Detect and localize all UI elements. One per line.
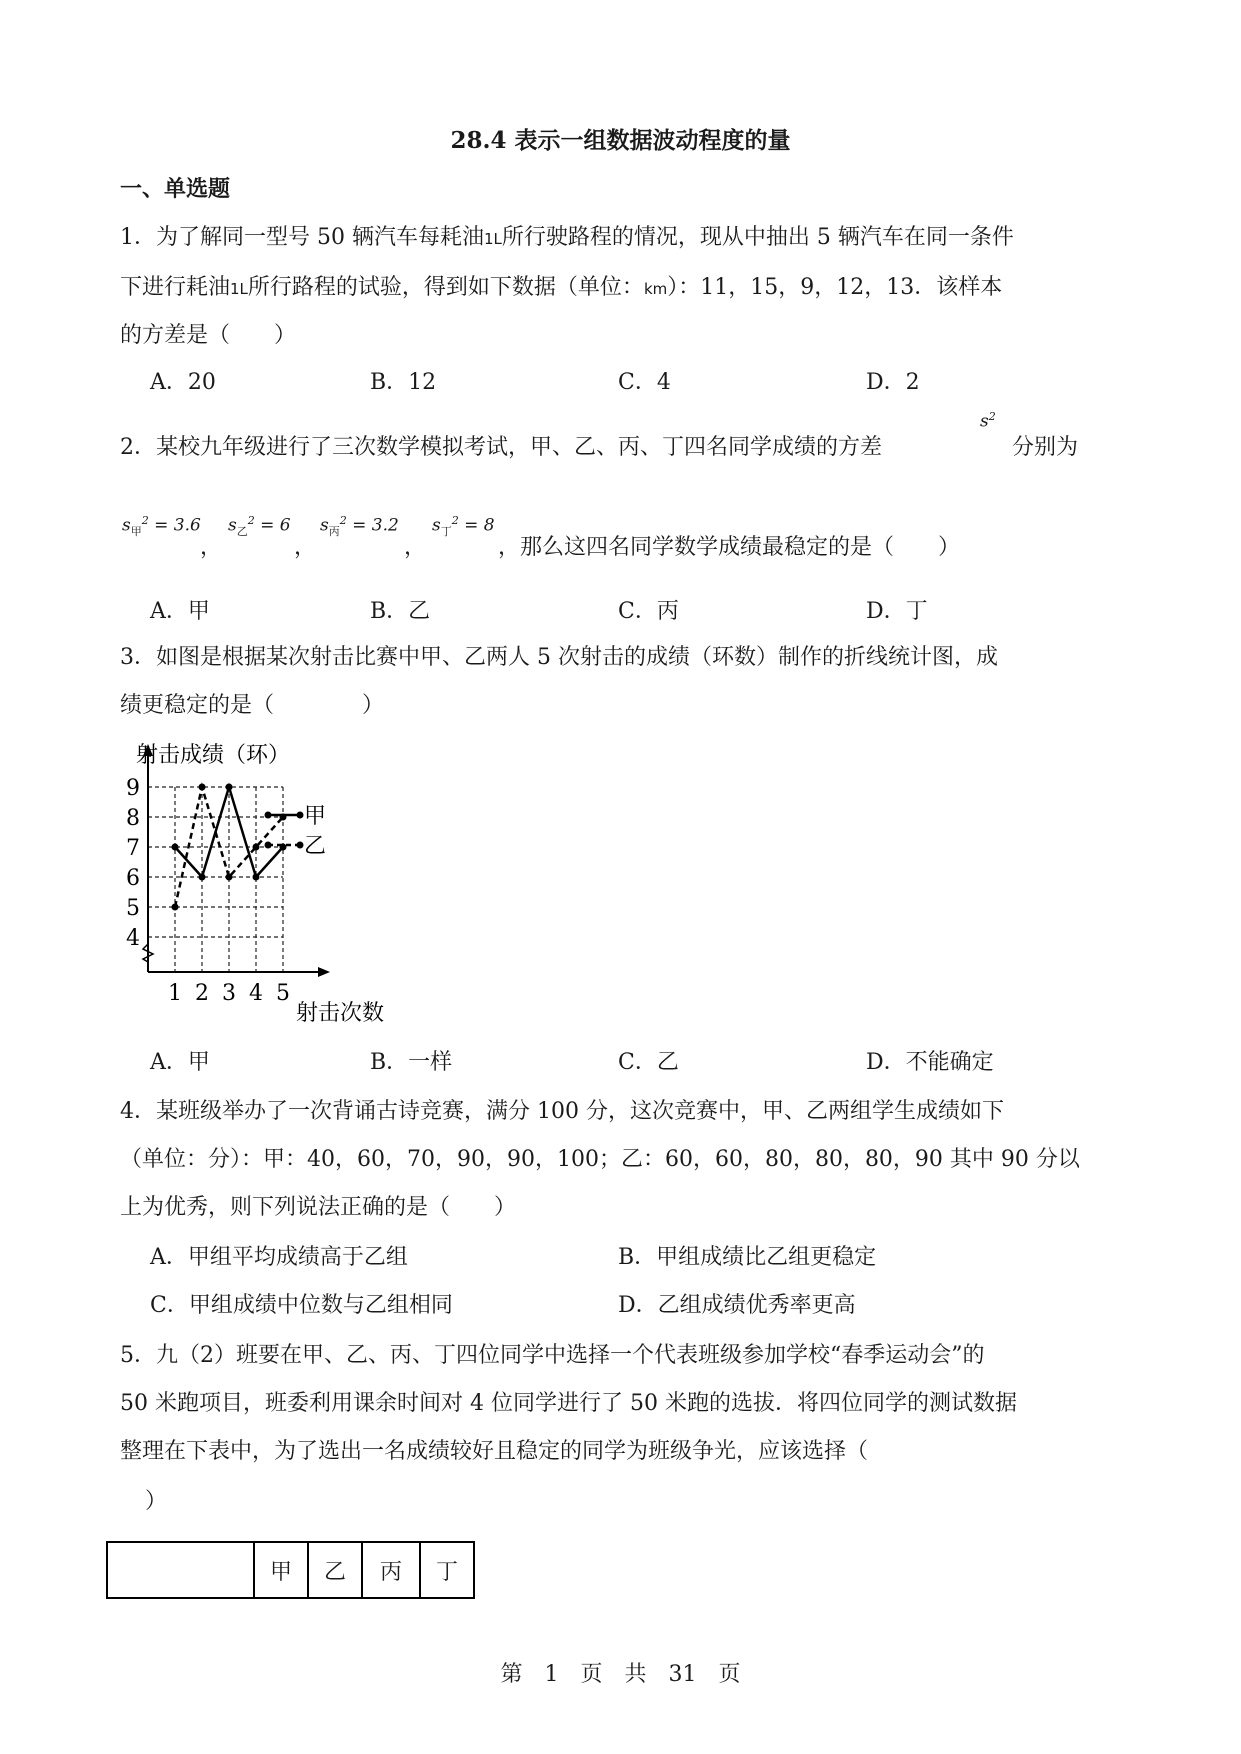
line-chart [118,742,408,1032]
q4-line-2: （单位：分）：甲：40，60，70，90，90，100；乙：60，60，80，80，80，90 其中 90 分以 [120,1147,1080,1172]
q2-comma-2: ， [294,535,317,560]
q2-var-value-yi: = 6 [260,515,291,536]
q5-line-2: 50 米跑项目，班委利用课余时间对 4 位同学进行了 50 米跑的选拔．将四位同学的测试数据 [120,1391,1017,1416]
q5-table [106,1541,475,1599]
q2-var-sub-jia: 甲 [130,525,142,539]
q5-line-1: 5．九（2）班要在甲、乙、丙、丁四位同学中选择一个代表班级参加学校“春季运动会”的 [120,1343,985,1368]
data-point [253,844,260,851]
q2-option-a: A．甲 [150,599,210,624]
q2-var-value-ding: = 8 [464,515,495,536]
y-tick-label: 6 [126,866,140,891]
table-header-cell: 甲 [254,1542,308,1598]
q2-var-sub-ding: 丁 [440,525,452,539]
x-axis-label: 射击次数 [296,1001,385,1026]
x-tick-label: 3 [222,981,236,1006]
chart-grid [148,787,283,972]
q2-comma-3: ， [404,535,427,560]
q2-text-1: 2．某校九年级进行了三次数学模拟考试，甲、乙、丙、丁四名同学成绩的方差 [120,435,882,460]
legend-point [297,842,304,849]
q2-var-sub-bing: 丙 [328,525,340,539]
data-point [226,784,233,791]
y-axis-label: 射击成绩（环） [136,743,291,768]
x-tick-label: 1 [168,981,182,1006]
x-tick-label: 5 [276,981,290,1006]
table-row [107,1542,474,1598]
q1-text-2b: 所行路程的试验，得到如下数据（单位： [247,275,644,300]
q1-option-b: B．12 [370,370,437,395]
q2-s-symbol: s [980,411,989,432]
table-header-cell: 丙 [362,1542,420,1598]
q2-var-s-3: s [320,515,329,536]
legend-point [265,812,272,819]
chart-legend [265,804,327,859]
q2-option-c: C．丙 [618,599,679,624]
q3-option-a: A．甲 [150,1050,210,1075]
q2-var-sup-ding: 2 [451,514,459,527]
q2-var-sup-yi: 2 [247,514,255,527]
q2-line-2: ，那么这四名同学数学成绩最稳定的是（ ） [498,535,961,560]
q1-unit-l: 1L [483,230,502,248]
q2-var-bing [320,514,399,539]
data-point [172,904,179,911]
y-tick-label: 4 [126,926,140,951]
q3-line-1: 3．如图是根据某次射击比赛中甲、乙两人 5 次射击的成绩（环数）制作的折线统计图，成 [120,645,998,670]
q2-var-jia [122,514,201,539]
data-point [199,784,206,791]
q2-var-sub-yi: 乙 [236,525,248,539]
data-point [253,874,260,881]
q2-var-s: s [122,515,131,536]
q4-option-b: B．甲组成绩比乙组更稳定 [618,1245,877,1270]
legend-label-1: 甲 [304,804,327,829]
q1-text-2a: 下进行耗油 [120,275,231,300]
q3-option-c: C．乙 [618,1050,679,1075]
q2-option-b: B．乙 [370,599,431,624]
q2-var-value-bing: = 3.2 [352,515,399,536]
q2-option-d: D．丁 [866,599,928,624]
q1-unit-l-2: 1L [230,280,248,298]
q4-line-3: 上为优秀，则下列说法正确的是（ ） [120,1195,517,1220]
y-tick-label: 5 [126,896,140,921]
q1-option-c: C．4 [618,370,671,395]
q3-option-d: D．不能确定 [866,1050,994,1075]
data-point [172,844,179,851]
legend-point [297,812,304,819]
q1-option-d: D．2 [866,370,920,395]
q2-var-ding [432,514,495,539]
table-header-cell [107,1542,254,1598]
legend-point [265,842,272,849]
legend-label-2: 乙 [304,834,327,859]
q4-line-1: 4．某班级举办了一次背诵古诗竞赛，满分 100 分，这次竞赛中，甲、乙两组学生成绩如下 [120,1099,1004,1124]
table-header-cell: 丁 [420,1542,474,1598]
page-title: 28.4 表示一组数据波动程度的量 [450,127,791,154]
q2-var-value-jia: = 3.6 [154,515,201,536]
q2-s-sup: 2 [988,410,996,423]
y-tick-label: 9 [126,776,140,801]
q2-var-sup-jia: 2 [141,514,149,527]
q3-option-b: B．一样 [370,1050,453,1075]
q1-line-1 [120,220,1014,251]
section-heading: 一、单选题 [120,176,231,202]
x-axis-arrow [318,967,330,977]
y-tick-label: 8 [126,806,140,831]
q2-variance-symbol [980,410,996,432]
q1-unit-km: km [643,280,668,298]
q1-text-1a: 1．为了解同一型号 50 辆汽车每耗油 [120,225,484,250]
y-tick-label: 7 [126,836,140,861]
q1-text-1b: 所行驶路程的情况，现从中抽出 5 辆汽车在同一条件 [501,225,1014,250]
q1-text-2c: ）：11，15，9，12，13．该样本 [667,275,1003,300]
q1-line-3: 的方差是（ ） [120,323,297,348]
q2-var-s-4: s [432,515,441,536]
q2-line-1 [120,430,882,461]
q1-line-2 [120,270,1002,301]
q4-option-d: D．乙组成绩优秀率更高 [618,1293,856,1318]
data-point [199,874,206,881]
page-footer: 第 1 页 共 31 页 [500,1662,741,1687]
q5-line-4: ） [145,1489,168,1514]
q2-var-s-2: s [228,515,237,536]
q5-line-3: 整理在下表中，为了选出一名成绩较好且稳定的同学为班级争光，应该选择（ [120,1439,869,1464]
x-tick-label: 2 [195,981,209,1006]
q4-option-a: A．甲组平均成绩高于乙组 [150,1245,408,1270]
q2-var-yi [228,514,291,539]
x-tick-label: 4 [249,981,263,1006]
q4-option-c: C．甲组成绩中位数与乙组相同 [150,1293,453,1318]
table-header-cell: 乙 [308,1542,362,1598]
q2-text-1b: 分别为 [1012,435,1079,460]
q1-option-a: A．20 [150,370,216,395]
q2-comma-1: ， [200,535,223,560]
q3-line-2: 绩更稳定的是（ ） [120,693,385,718]
data-point [226,874,233,881]
q2-var-sup-bing: 2 [339,514,347,527]
